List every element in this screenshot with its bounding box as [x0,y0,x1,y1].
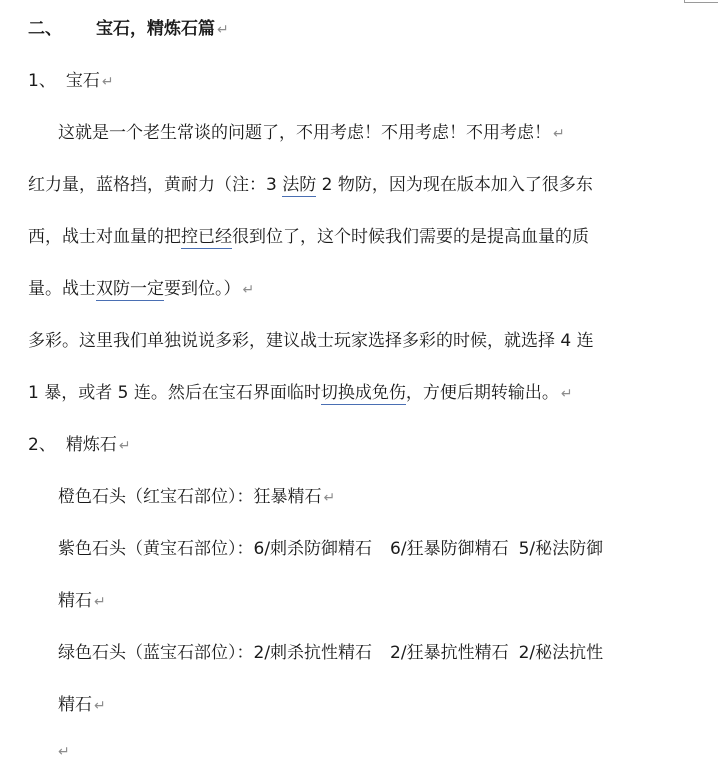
paragraph-mark-icon: ↵ [217,22,229,38]
text-run: 2 物防，因为现在版本加入了很多东 [316,175,593,195]
text-run: 5/秘法防御 [518,539,604,559]
multicolor-line-2 [28,382,573,404]
text-run: 精石 [58,591,92,611]
gem-subheading [28,70,114,92]
page-corner-marker [684,0,718,3]
text-run: 精石 [58,695,92,715]
multicolor-line-1 [28,330,594,352]
green-stone-line-2 [58,694,106,716]
refine-subheading [28,434,131,456]
gem-attr-line-2 [28,226,589,248]
section-title: 宝石，精炼石篇 [96,19,215,39]
gem-subheading-number: 1、 [28,71,56,91]
text-run: 2/秘法抗性 [518,643,604,663]
text-run: 量。战士 [28,279,96,299]
section-number: 二、 [28,19,62,39]
underlined-text: 法防 [282,175,317,195]
text-run: 6/狂暴防御精石 [390,539,509,559]
refine-subheading-number: 2、 [28,435,56,455]
gem-attr-line-3 [28,278,254,300]
paragraph-mark-icon: ↵ [323,490,336,506]
section-heading [28,18,229,40]
paragraph-mark-icon: ↵ [101,74,114,90]
empty-paragraph [58,740,70,762]
paragraph-mark-icon: ↵ [94,594,106,610]
green-stone-line-1 [58,642,603,664]
paragraph-mark-icon: ↵ [118,438,131,454]
purple-stone-line-2 [58,590,106,612]
gem-intro-paragraph [58,122,565,144]
gem-subheading-title: 宝石 [65,71,100,91]
text-run: 很到位了，这个时候我们需要的是提高血量的质 [232,227,589,247]
purple-stone-line-1 [58,538,603,560]
text-run: 1 暴，或者 5 连。然后在宝石界面临时 [28,383,321,403]
text-run: 多彩。这里我们单独说说多彩，建议战士玩家选择多彩的时候，就选择 4 连 [28,331,594,351]
paragraph-mark-icon: ↵ [58,744,70,760]
text-run: ，方便后期转输出。 [405,383,559,403]
text-run: 2/狂暴抗性精石 [390,643,509,663]
refine-subheading-title: 精炼石 [65,435,117,455]
text-run: 红力量，蓝格挡，黄耐力（注：3 [28,175,283,195]
text-run: 绿色石头（蓝宝石部位）：2/刺杀抗性精石 [58,643,373,663]
gem-intro-text: 这就是一个老生常谈的问题了，不用考虑！不用考虑！不用考虑！ [58,123,551,143]
underlined-text: 切换成免伤 [320,383,406,403]
underlined-text: 控已经 [181,227,232,247]
paragraph-mark-icon: ↵ [553,126,565,142]
text-run: 橙色石头（红宝石部位）：狂暴精石 [58,487,322,507]
paragraph-mark-icon: ↵ [242,282,255,298]
text-run: 西，战士对血量的把 [28,227,181,247]
gem-attr-line-1 [28,174,593,196]
paragraph-mark-icon: ↵ [94,698,106,714]
text-run: 要到位。） [164,279,241,299]
paragraph-mark-icon: ↵ [560,386,573,402]
text-run: 紫色石头（黄宝石部位）：6/刺杀防御精石 [58,539,373,559]
underlined-text: 双防一定 [96,279,164,299]
orange-stone-line [58,486,335,508]
